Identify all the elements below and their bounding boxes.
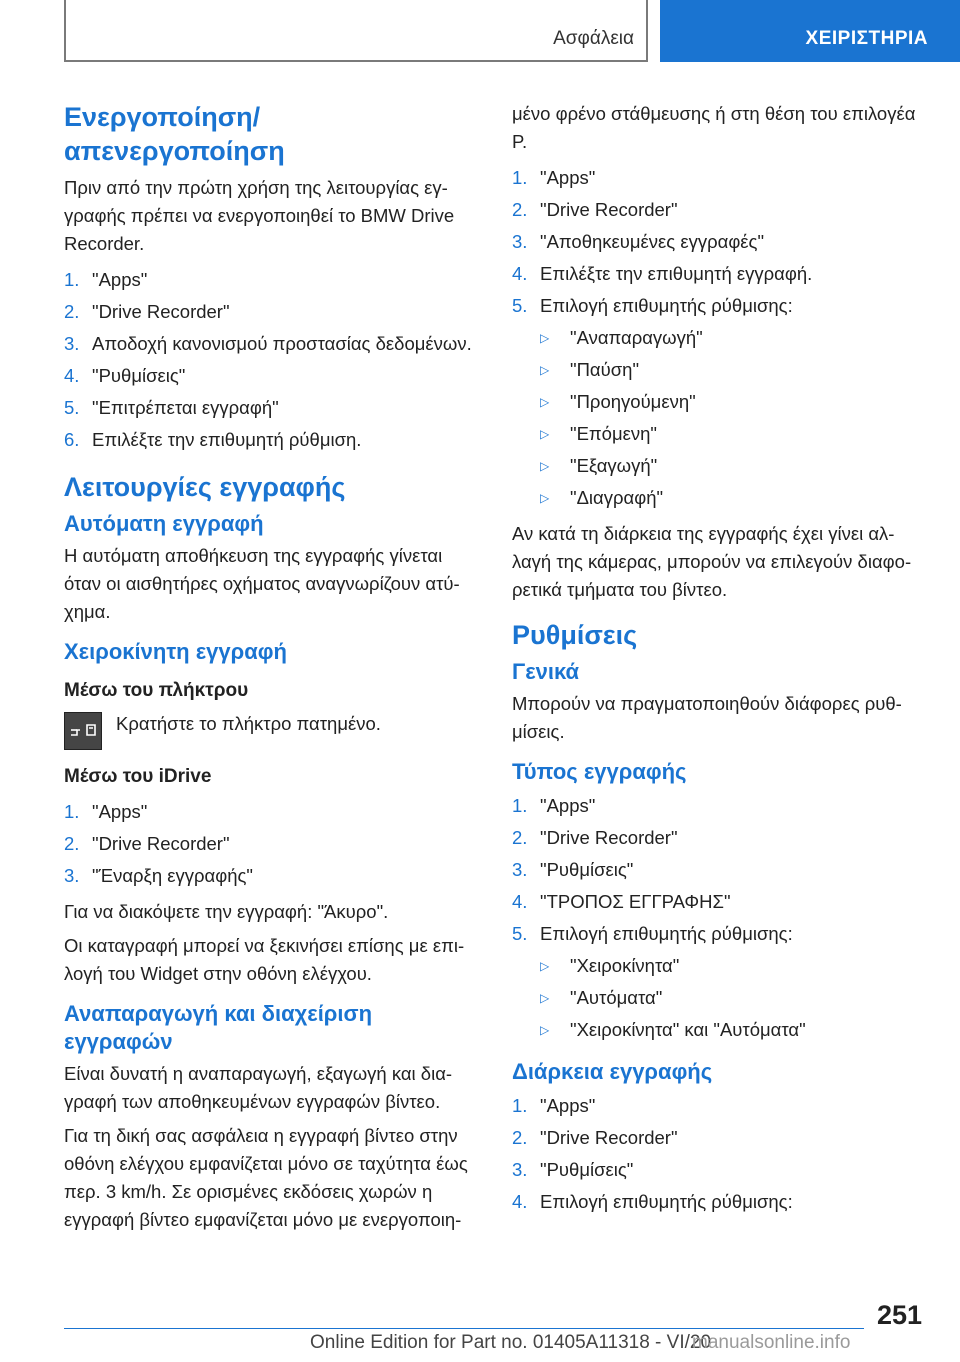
playback-text-1: Είναι δυνατή η αναπαραγωγή, εξαγωγή και δια-γραφή των αποθηκευμένων εγγραφών βίντεο. <box>64 1063 453 1112</box>
chapter-tab[interactable] <box>660 0 960 62</box>
bullet-item: ▷ "Παύση" <box>512 354 928 386</box>
cancel-text: Για να διακόψετε την εγγραφή: "Άκυρο". <box>64 901 389 922</box>
functions-heading: Λειτουργίες εγγραφής <box>64 472 346 502</box>
duration-heading: Διάρκεια εγγραφής <box>512 1059 713 1084</box>
playback-heading: Αναπαραγωγή και διαχείριση εγγραφών <box>64 1001 373 1054</box>
list-item: 2. "Drive Recorder" <box>64 833 230 854</box>
list-item: 1. "Apps" <box>64 801 148 822</box>
auto-recording-heading: Αυτόματη εγγραφή <box>64 511 264 536</box>
duration-steps <box>512 1090 928 1218</box>
activation-heading: Ενεργοποίηση/απενεργοποίηση <box>64 102 285 166</box>
right-column <box>512 100 928 1224</box>
via-button-text: Κρατήστε το πλήκτρο πατημένο. <box>116 713 381 734</box>
triangle-bullet-icon: ▷ <box>540 1023 550 1037</box>
page-number: 251 <box>876 1300 922 1330</box>
list-item: 3. Αποδοχή κανονισμού προστασίας δεδομένων. <box>64 333 472 354</box>
triangle-bullet-icon: ▷ <box>540 331 550 345</box>
general-heading: Γενικά <box>512 659 580 684</box>
list-item: 4. "Ρυθμίσεις" <box>64 365 186 386</box>
camera-note: Αν κατά τη διάρκεια της εγγραφής έχει γίνει αλ-λαγή της κάμερας, μπορούν να επιλεγούν διαφο-ρετικά τμήματα του βίντεο. <box>512 523 912 600</box>
list-item: 6. Επιλέξτε την επιθυμητή ρύθμιση. <box>64 429 362 450</box>
bullet-item: ▷ "Διαγραφή" <box>512 482 928 514</box>
list-item: 3. "Ρυθμίσεις" <box>512 1159 634 1180</box>
list-item: 1. "Apps" <box>64 269 148 290</box>
triangle-bullet-icon: ▷ <box>540 427 550 441</box>
recording-type-heading: Τύπος εγγραφής <box>512 759 687 784</box>
list-item: 2. "Drive Recorder" <box>512 827 678 848</box>
bullet-item: ▷ "Χειροκίνητα" <box>512 950 928 982</box>
list-item: 3. "Ρυθμίσεις" <box>512 859 634 880</box>
list-item: 1. "Apps" <box>512 1095 596 1116</box>
watermark-text: manualsonline.info <box>692 1332 851 1353</box>
list-item: 4. "ΤΡΟΠΟΣ ΕΓΓΡΑΦΗΣ" <box>512 891 731 912</box>
list-item: 4. Επιλογή επιθυμητής ρύθμισης: <box>512 1191 793 1212</box>
list-item: 4. Επιλέξτε την επιθυμητή εγγραφή. <box>512 263 813 284</box>
triangle-bullet-icon: ▷ <box>540 959 550 973</box>
list-item: 3. "Έναρξη εγγραφής" <box>64 865 253 886</box>
button-instruction <box>64 710 480 750</box>
settings-heading: Ρυθμίσεις <box>512 620 638 650</box>
idrive-steps <box>64 796 480 892</box>
playback-text-2: Για τη δική σας ασφάλεια η εγγραφή βίντεο στην οθόνη ελέγχου εμφανίζεται μόνο σε ταχύτητα έως περ. 3 km/h. Σε ορισμένες εκδόσεις χωρών η εγγραφή βίντεο εμφανίζεται μόνο με ενεργοποιη- <box>64 1125 468 1230</box>
triangle-bullet-icon: ▷ <box>540 459 550 473</box>
triangle-bullet-icon: ▷ <box>540 991 550 1005</box>
list-item: 5. Επιλογή επιθυμητής ρύθμισης: <box>512 923 793 944</box>
list-item: 5. Επιλογή επιθυμητής ρύθμισης: <box>512 295 793 316</box>
footer-divider <box>64 1328 864 1329</box>
camera-button-icon <box>64 712 102 750</box>
widget-text: Οι καταγραφή μπορεί να ξεκινήσει επίσης με επι-λογή του Widget στην οθόνη ελέγχου. <box>64 935 465 984</box>
list-item: 2. "Drive Recorder" <box>512 1127 678 1148</box>
triangle-bullet-icon: ▷ <box>540 395 550 409</box>
bullet-item: ▷ "Χειροκίνητα" και "Αυτόματα" <box>512 1014 928 1046</box>
left-column <box>64 100 480 1240</box>
chapter-label: ΧΕΙΡΙΣΤΗΡΙΑ <box>805 28 928 49</box>
bullet-item: ▷ "Αναπαραγωγή" <box>512 322 928 354</box>
list-item: 2. "Drive Recorder" <box>64 301 230 322</box>
via-button-heading: Μέσω του πλήκτρου <box>64 680 249 701</box>
list-item: 3. "Αποθηκευμένες εγγραφές" <box>512 231 765 252</box>
auto-recording-text: Η αυτόματη αποθήκευση της εγγραφής γίνεται όταν οι αισθητήρες οχήματος αναγνωρίζουν ατύ-χημα. <box>64 545 460 622</box>
edition-text: Online Edition for Part no. 01405A11318 - VI/20 <box>310 1332 712 1353</box>
via-idrive-heading: Μέσω του iDrive <box>64 766 212 787</box>
general-text: Μπορούν να πραγματοποιηθούν διάφορες ρυθ-μίσεις. <box>512 693 902 742</box>
bullet-item: ▷ "Προηγούμενη" <box>512 386 928 418</box>
continued-text: μένο φρένο στάθμευσης ή στη θέση του επιλογέα P. <box>512 103 916 152</box>
triangle-bullet-icon: ▷ <box>540 491 550 505</box>
list-item: 1. "Apps" <box>512 167 596 188</box>
activation-steps <box>64 264 480 456</box>
triangle-bullet-icon: ▷ <box>540 363 550 377</box>
list-item: 5. "Επιτρέπεται εγγραφή" <box>64 397 279 418</box>
list-item: 2. "Drive Recorder" <box>512 199 678 220</box>
section-header-box <box>64 0 648 62</box>
manual-recording-heading: Χειροκίνητη εγγραφή <box>64 639 287 664</box>
bullet-item: ▷ "Αυτόματα" <box>512 982 928 1014</box>
section-label: Ασφάλεια <box>553 28 634 49</box>
bullet-item: ▷ "Επόμενη" <box>512 418 928 450</box>
activation-intro: Πριν από την πρώτη χρήση της λειτουργίας εγ-γραφής πρέπει να ενεργοποιηθεί το BMW Drive Recorder. <box>64 177 455 254</box>
bullet-item: ▷ "Εξαγωγή" <box>512 450 928 482</box>
recording-type-steps <box>512 790 928 1046</box>
playback-steps <box>512 162 928 514</box>
list-item: 1. "Apps" <box>512 795 596 816</box>
